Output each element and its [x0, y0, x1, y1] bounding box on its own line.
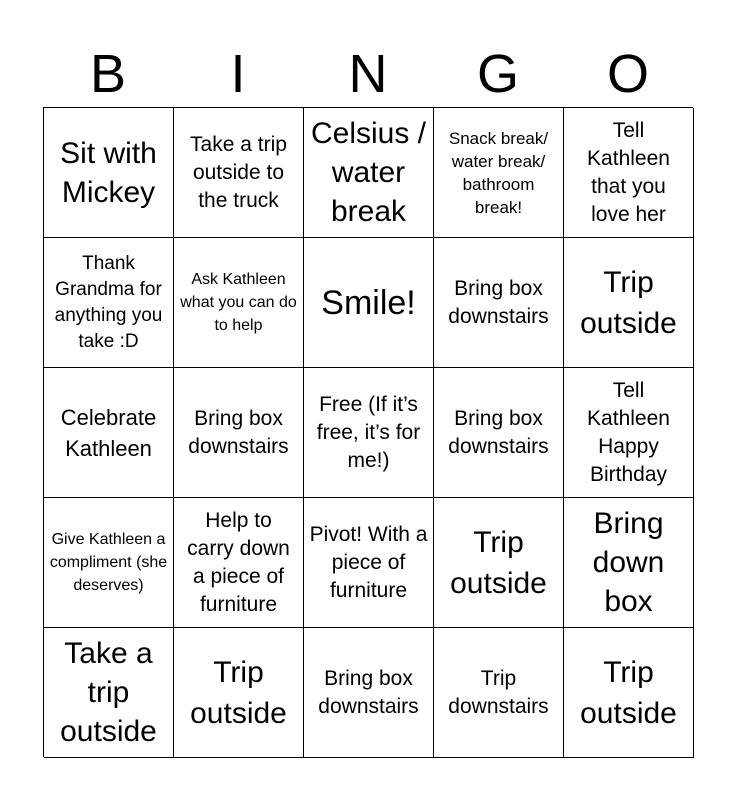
bingo-cell[interactable]	[174, 498, 304, 628]
cell-text: Bring box downstairs	[448, 276, 549, 328]
cell-text: Give Kathleen a compliment (she deserves)	[49, 531, 168, 594]
bingo-cell[interactable]	[44, 108, 174, 238]
cell-text: Bring box downstairs	[448, 406, 549, 458]
header-letter-o: O	[606, 44, 649, 104]
cell-text: Pivot! With a piece of furniture	[309, 522, 428, 602]
cell-text: Trip outside	[580, 655, 677, 730]
cell-text: Bring down box	[592, 507, 665, 618]
bingo-cell[interactable]	[304, 498, 434, 628]
cell-text: Help to carry down a piece of furniture	[187, 508, 290, 616]
bingo-cell[interactable]	[174, 108, 304, 238]
header-letter-i: I	[230, 44, 246, 104]
bingo-cell[interactable]	[564, 628, 694, 758]
cell-text: Celebrate Kathleen	[60, 404, 157, 461]
bingo-cell[interactable]	[564, 368, 694, 498]
bingo-cell[interactable]	[434, 108, 564, 238]
bingo-cell[interactable]	[564, 108, 694, 238]
bingo-cell[interactable]	[434, 628, 564, 758]
bingo-cell[interactable]	[434, 368, 564, 498]
cell-text: Snack break/ water break/ bathroom break!	[448, 128, 549, 217]
free-space-cell[interactable]	[304, 368, 434, 498]
bingo-board	[43, 107, 693, 757]
bingo-cell[interactable]	[44, 628, 174, 758]
cell-text: Take a trip outside to the truck	[190, 132, 287, 212]
bingo-cell[interactable]	[434, 238, 564, 368]
bingo-header	[43, 40, 693, 108]
bingo-cell[interactable]	[44, 498, 174, 628]
bingo-cell[interactable]	[304, 108, 434, 238]
bingo-cell[interactable]	[44, 238, 174, 368]
header-letter-n: N	[348, 44, 388, 104]
bingo-cell[interactable]	[44, 368, 174, 498]
cell-text: Trip outside	[580, 265, 677, 340]
cell-text: Bring box downstairs	[318, 666, 419, 718]
cell-text: Bring box downstairs	[188, 406, 289, 458]
cell-text: Trip outside	[450, 525, 547, 600]
header-letter-g: G	[476, 44, 519, 104]
cell-text: Trip downstairs	[448, 666, 549, 718]
bingo-cell[interactable]	[434, 498, 564, 628]
bingo-cell[interactable]	[304, 628, 434, 758]
bingo-cell[interactable]	[174, 628, 304, 758]
cell-text: Ask Kathleen what you can do to help	[180, 271, 297, 334]
cell-text: Tell Kathleen Happy Birthday	[587, 378, 670, 486]
header-letter-b: B	[89, 44, 127, 104]
bingo-cell[interactable]	[564, 498, 694, 628]
cell-text: Sit with Mickey	[60, 136, 157, 209]
bingo-cell[interactable]	[174, 368, 304, 498]
cell-text: Trip outside	[190, 655, 287, 730]
bingo-cell[interactable]	[564, 238, 694, 368]
bingo-cell[interactable]	[304, 238, 434, 368]
cell-text: Free (If it’s free, it’s for me!)	[316, 392, 421, 472]
cell-text: Celsius / water break	[310, 117, 427, 228]
cell-text: Tell Kathleen that you love her	[587, 118, 670, 226]
cell-text: Thank Grandma for anything you take :D	[54, 252, 163, 352]
cell-text: Take a trip outside	[60, 637, 157, 748]
cell-text: Smile!	[321, 283, 416, 322]
bingo-cell[interactable]	[174, 238, 304, 368]
